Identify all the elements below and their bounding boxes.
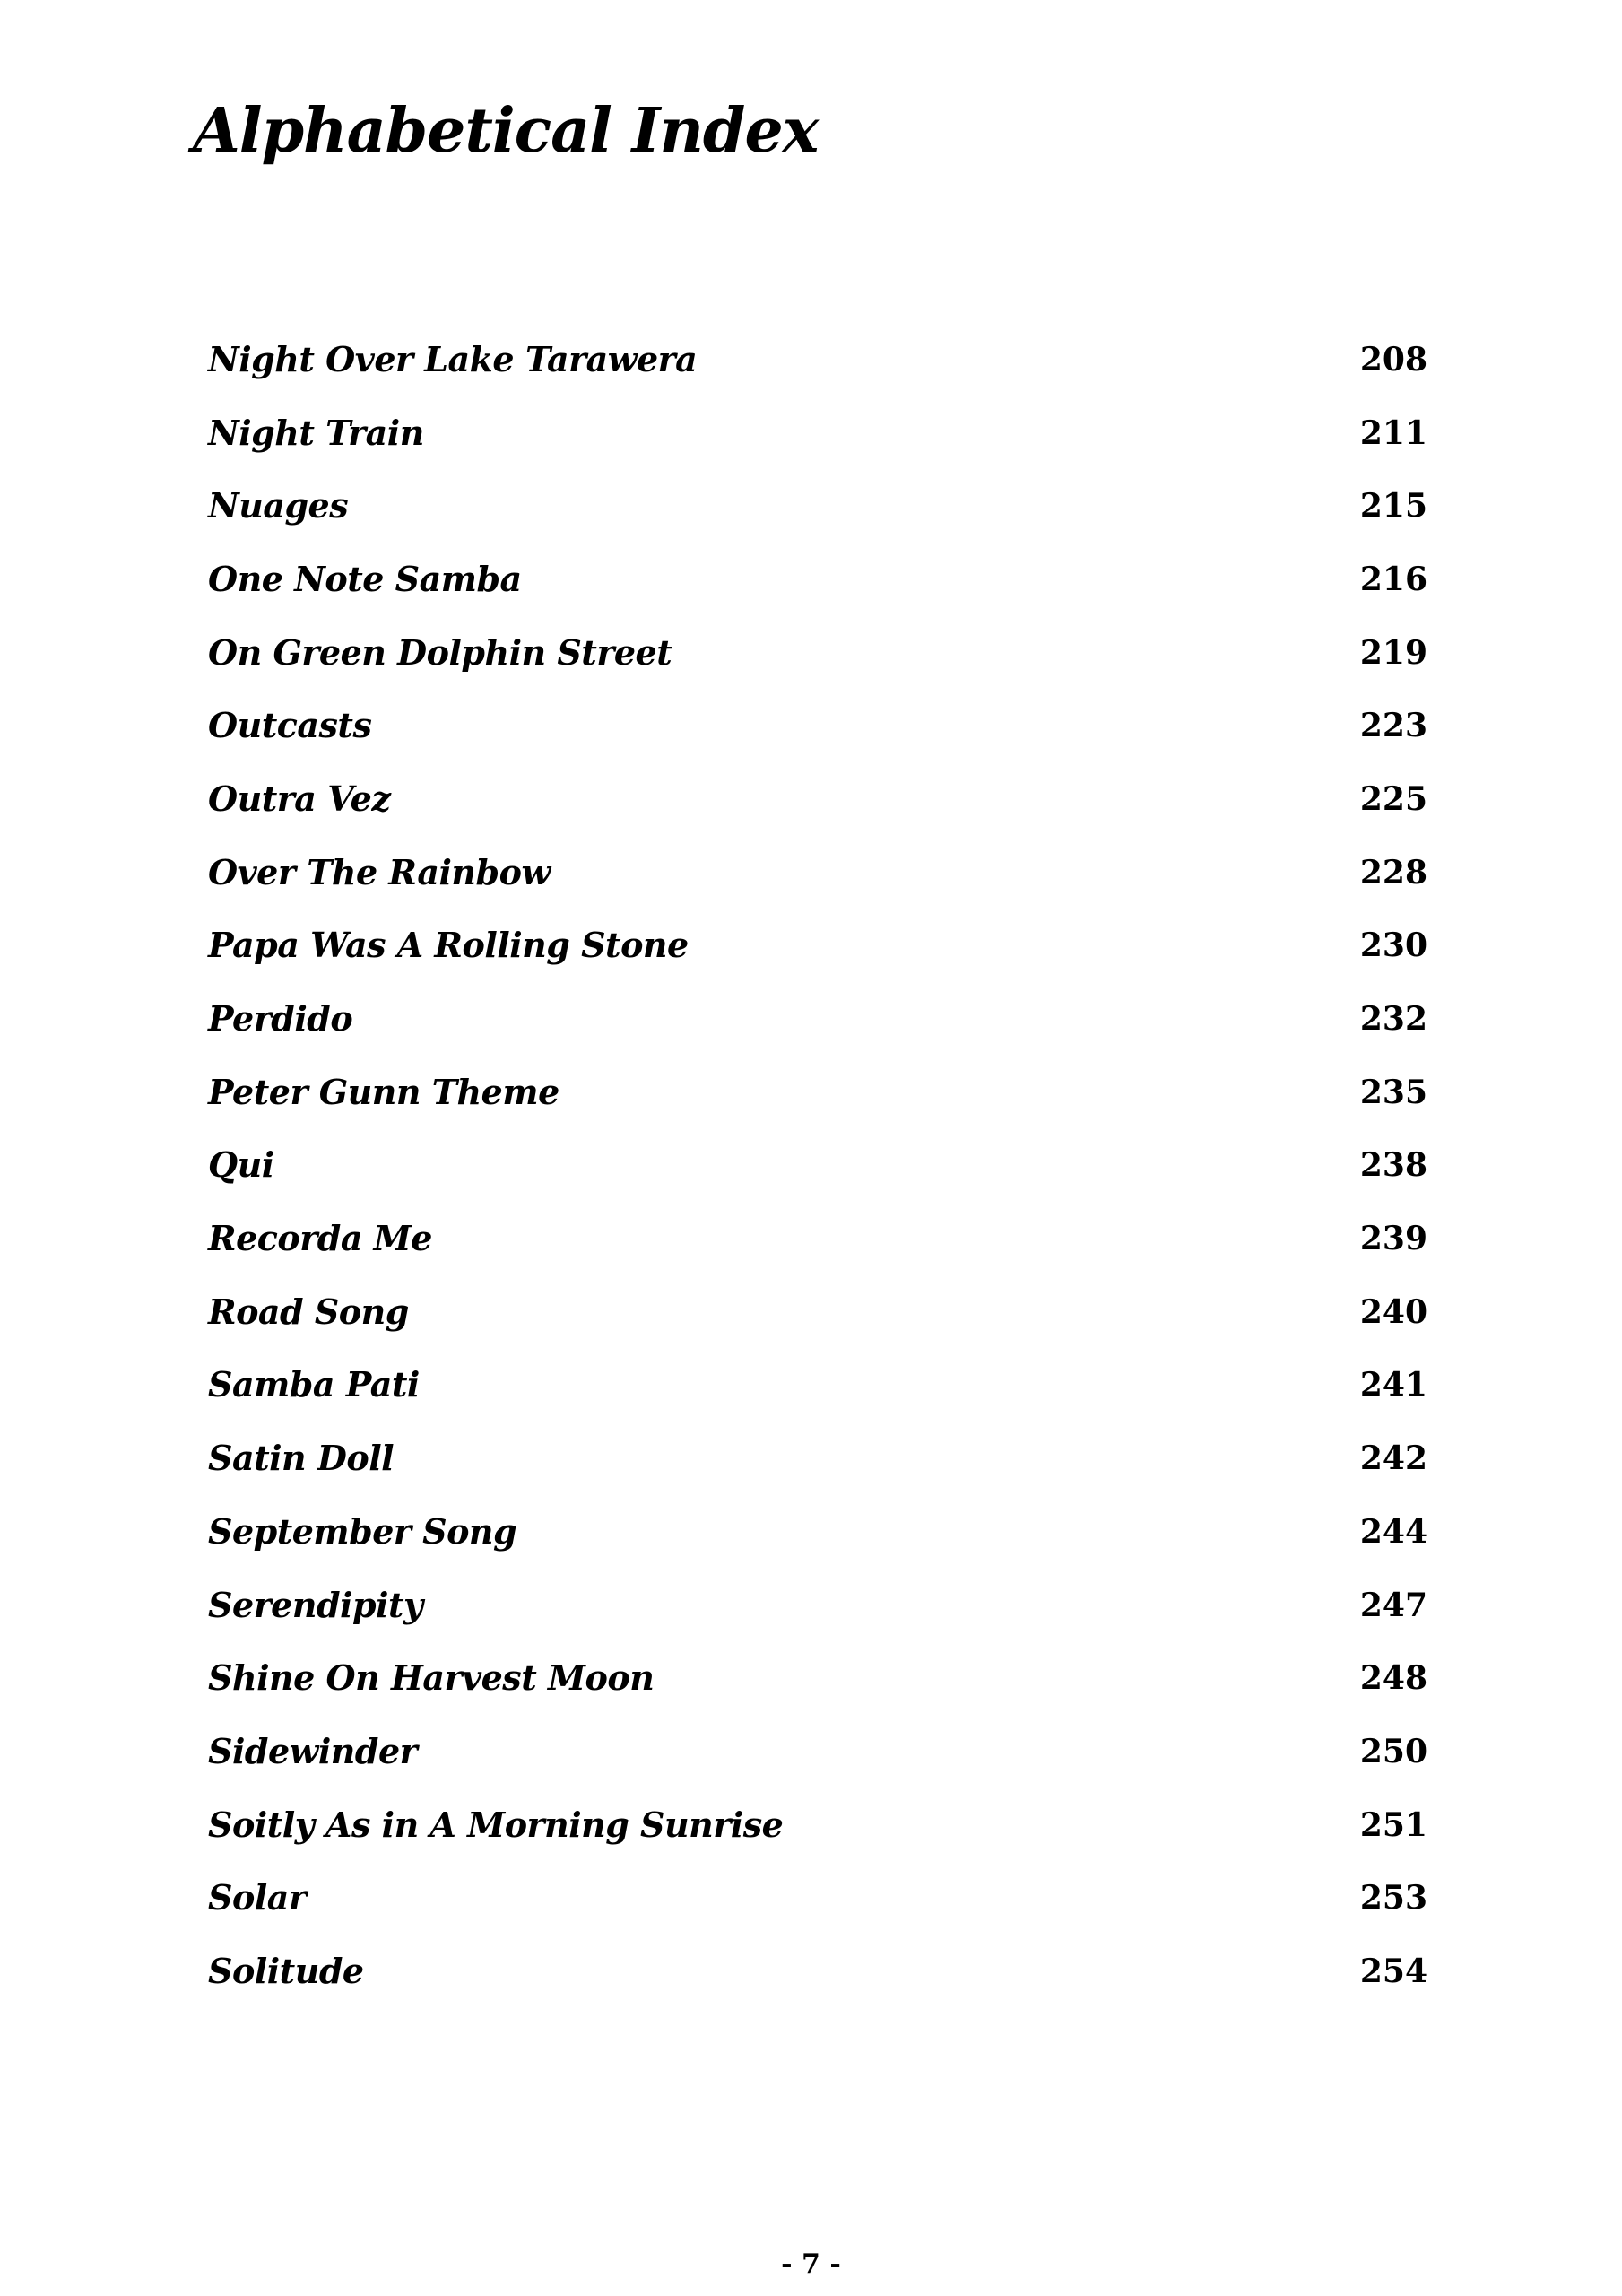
entry-page: 235 bbox=[1359, 1073, 1427, 1111]
entry-title: Soitly As in A Morning Sunrise bbox=[208, 1804, 784, 1845]
index-row bbox=[208, 1056, 1427, 1129]
entry-page: 232 bbox=[1359, 1000, 1427, 1039]
entry-page: 225 bbox=[1359, 779, 1427, 818]
entry-page: 230 bbox=[1359, 926, 1427, 965]
entry-title: Perdido bbox=[208, 998, 353, 1039]
entry-title: Recorda Me bbox=[208, 1218, 432, 1259]
entry-title: Outra Vez bbox=[208, 778, 391, 819]
entry-page: 251 bbox=[1359, 1805, 1427, 1844]
index-row bbox=[208, 543, 1427, 616]
entry-title: Peter Gunn Theme bbox=[208, 1071, 559, 1112]
index-row bbox=[208, 762, 1427, 836]
entry-title: Road Song bbox=[208, 1291, 409, 1332]
entry-title: Solitude bbox=[208, 1950, 364, 1991]
index-row bbox=[208, 1349, 1427, 1422]
page-title: Alphabetical Index bbox=[193, 95, 819, 167]
index-list bbox=[208, 323, 1427, 2008]
entry-title: Papa Was A Rolling Stone bbox=[208, 925, 689, 966]
entry-title: Solar bbox=[208, 1877, 307, 1918]
index-row bbox=[208, 1275, 1427, 1349]
entry-page: 228 bbox=[1359, 853, 1427, 891]
entry-page: 208 bbox=[1359, 340, 1427, 378]
entry-title: On Green Dolphin Street bbox=[208, 631, 672, 673]
index-row bbox=[208, 1935, 1427, 2008]
entry-page: 247 bbox=[1359, 1586, 1427, 1624]
entry-title: Serendipity bbox=[208, 1584, 423, 1625]
index-row bbox=[208, 982, 1427, 1056]
index-row bbox=[208, 1861, 1427, 1935]
entry-page: 244 bbox=[1359, 1512, 1427, 1551]
entry-title: One Note Samba bbox=[208, 558, 522, 599]
index-row bbox=[208, 1129, 1427, 1203]
entry-page: 239 bbox=[1359, 1220, 1427, 1258]
index-row bbox=[208, 1422, 1427, 1495]
index-row bbox=[208, 1202, 1427, 1275]
index-row bbox=[208, 1495, 1427, 1569]
entry-title: Satin Doll bbox=[208, 1438, 395, 1479]
entry-page: 250 bbox=[1359, 1732, 1427, 1770]
entry-title: September Song bbox=[208, 1510, 517, 1552]
entry-page: 248 bbox=[1359, 1659, 1427, 1698]
index-row bbox=[208, 469, 1427, 543]
entry-page: 215 bbox=[1359, 487, 1427, 526]
entry-page: 240 bbox=[1359, 1292, 1427, 1331]
index-row bbox=[208, 836, 1427, 909]
entry-title: Shine On Harvest Moon bbox=[208, 1657, 655, 1699]
entry-page: 238 bbox=[1359, 1146, 1427, 1185]
entry-page: 223 bbox=[1359, 707, 1427, 745]
entry-title: Sidewinder bbox=[208, 1730, 418, 1771]
entry-title: Over The Rainbow bbox=[208, 851, 551, 892]
index-row bbox=[208, 909, 1427, 983]
entry-page: 253 bbox=[1359, 1879, 1427, 1918]
entry-title: Samba Pati bbox=[208, 1364, 420, 1405]
entry-title: Outcasts bbox=[208, 705, 372, 746]
index-row bbox=[208, 1788, 1427, 1862]
index-row bbox=[208, 1569, 1427, 1642]
entry-title: Night Train bbox=[208, 412, 424, 453]
index-row bbox=[208, 1641, 1427, 1715]
entry-page: 211 bbox=[1359, 413, 1427, 452]
entry-title: Nuages bbox=[208, 485, 349, 526]
page-number: - 7 - bbox=[781, 2248, 841, 2280]
index-row bbox=[208, 396, 1427, 470]
index-row bbox=[208, 1715, 1427, 1788]
entry-page: 216 bbox=[1359, 560, 1427, 598]
index-row bbox=[208, 689, 1427, 762]
entry-page: 242 bbox=[1359, 1439, 1427, 1478]
index-row bbox=[208, 323, 1427, 396]
index-row bbox=[208, 616, 1427, 690]
entry-page: 254 bbox=[1359, 1952, 1427, 1990]
entry-page: 219 bbox=[1359, 633, 1427, 672]
entry-title: Qui bbox=[208, 1144, 274, 1186]
entry-page: 241 bbox=[1359, 1366, 1427, 1405]
entry-title: Night Over Lake Tarawera bbox=[208, 338, 698, 379]
